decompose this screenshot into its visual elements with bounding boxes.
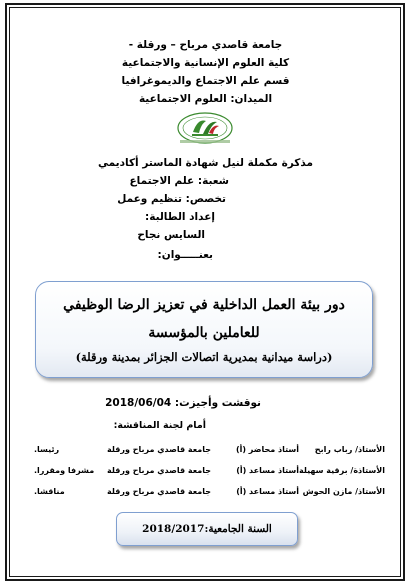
prepared-label: إعداد الطالبة: [145, 211, 215, 223]
field-name: الميدان: العلوم الاجتماعية [138, 93, 273, 105]
committee-label: أمام لجنة المناقشة: [113, 420, 206, 431]
thesis-subtitle: (دراسة ميدانية بمديرية اتصالات الجزائر بمدينة ورقلة) [75, 350, 333, 364]
committee-member-role: رئيسا. [34, 445, 60, 454]
title-label: بعنـــــوان: [157, 249, 213, 261]
committee-member-role: مشرفا ومقررا. [34, 466, 95, 475]
student-name: السايس نجاح [137, 229, 205, 241]
committee-member-name: الأستاذة/ برقية سهيلة [298, 466, 385, 475]
branch-text: شعبة: علم الاجتماع [129, 175, 229, 187]
thesis-title-line1: دور بيئة العمل الداخلية في تعزيز الرضا الوظيفي [63, 297, 345, 313]
committee-member-name: الأستاذ/ مازن الحوش [302, 487, 385, 496]
academic-year: السنة الجامعية:2018/2017 [142, 523, 272, 535]
university-name: جامعة قاصدي مرباح – ورقلة - [128, 39, 283, 51]
faculty-name: كلية العلوم الإنسانية والاجتماعية [121, 57, 290, 69]
committee-member-institution: جامعة قاصدي مرباح ورقلة [106, 466, 211, 475]
committee-member-rank: أستاذ مساعد (أ) [236, 466, 299, 475]
committee-member-name: الأستاذ/ رباب رابح [314, 445, 385, 454]
committee-member-institution: جامعة قاصدي مرباح ورقلة [106, 487, 211, 496]
department-name: قسم علم الاجتماع والديموغرافيا [121, 75, 290, 87]
committee-member-rank: أستاذ مساعد (أ) [236, 487, 299, 496]
memo-text: مذكرة مكملة لنيل شهادة الماستر أكاديمي [98, 157, 313, 169]
thesis-title-line2: للعاملين بالمؤسسة [148, 325, 260, 341]
committee-member-rank: أستاذ محاضر (أ) [235, 445, 299, 454]
committee-member-role: مناقشا. [34, 487, 65, 496]
university-logo-icon [176, 112, 234, 146]
committee-member-institution: جامعة قاصدي مرباح ورقلة [106, 445, 211, 454]
specialty-text: تخصص: تنظيم وعمل [117, 193, 226, 205]
defense-date: نوقشت وأجيزت: 2018/06/04 [105, 397, 261, 409]
